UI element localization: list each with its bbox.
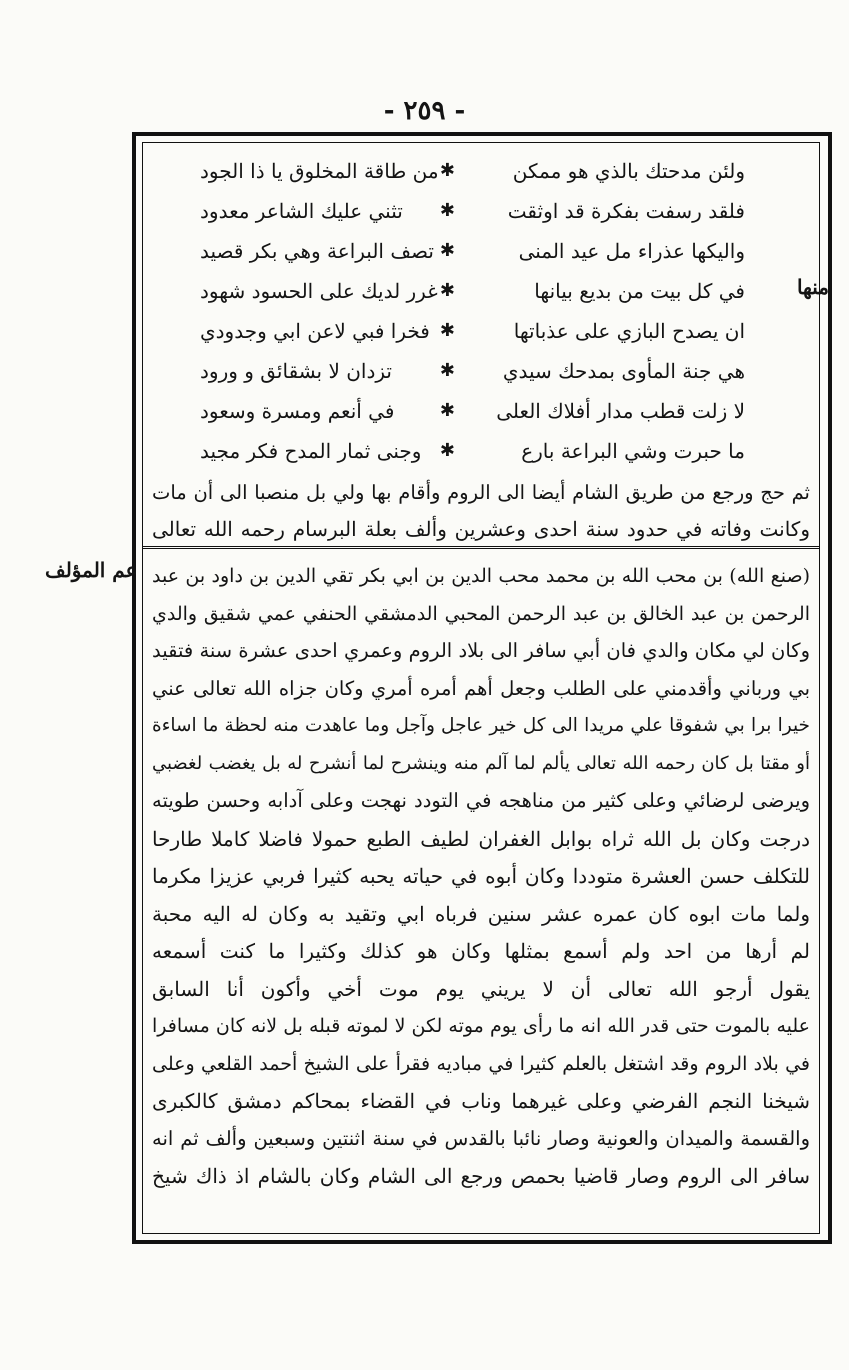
poem-line [200, 432, 745, 470]
poem-hemistich-first: هي جنة المأوى بمدحك سيدي [502, 359, 745, 383]
verse-separator-icon: ✱ [439, 240, 455, 261]
poem-hemistich-second: تصف البراعة وهي بكر قصيد [200, 239, 434, 263]
entry-line: لم أرها من احد ولم أسمع بمثلها وكان هو كذلك وكثيرا ما كنت أسمعه [152, 939, 810, 963]
poem-hemistich-first: في كل بيت من بديع بيانها [534, 279, 745, 303]
entry-line: شيخنا النجم الفرضي وعلى غيرهما وناب في القضاء بمحاكم دمشق كالكبرى [152, 1089, 810, 1113]
poem-hemistich-first: ان يصدح البازي على عذباتها [513, 319, 745, 343]
closing-line: ثم حج ورجع من طريق الشام أيضا الى الروم وأقام بها ولي بل منصبا الى أن مات [152, 481, 810, 504]
poem-hemistich-first: ما حبرت وشي البراعة بارع [521, 439, 745, 463]
poem-hemistich-second: تزدان لا بشقائق و ورود [200, 359, 392, 383]
margin-note-minha: منها [796, 275, 829, 299]
entry-line: يقول أرجو الله تعالى أن لا يريني يوم موت أخي وأكون أنا السابق [152, 976, 810, 1001]
section-divider [142, 546, 820, 549]
poem-hemistich-second: وجنى ثمار المدح فكر مجيد [200, 439, 422, 463]
poem-line [200, 392, 745, 430]
entry-line: أو مقتا بل كان رحمه الله تعالى يألم لما آلم منه وينشرح لما أنشرح له بل يغضب لغضبي [152, 752, 810, 774]
verse-separator-icon: ✱ [439, 320, 455, 341]
margin-note-author-uncle: عم المؤلف [45, 558, 138, 582]
entry-line: وكان لي مكان والدي فان أبي سافر الى بلاد الروم وعمري احدى عشرة سنة فتقيد [152, 639, 810, 662]
verse-separator-icon: ✱ [439, 360, 455, 381]
poem-hemistich-first: ولئن مدحتك بالذي هو ممكن [512, 159, 745, 183]
poem-hemistich-first: واليكها عذراء مل عيد المنى [518, 239, 745, 263]
verse-separator-icon: ✱ [439, 280, 455, 301]
entry-line: الرحمن بن عبد الخالق بن عبد الرحمن المحبي الدمشقي الحنفي عمي شقيق والدي [152, 602, 810, 625]
poem-line [200, 312, 745, 350]
poem-line [200, 152, 745, 190]
entry-line: سافر الى الروم وصار قاضيا بحمص ورجع الى الشام وكان بالشام اذ ذاك شيخ [152, 1164, 810, 1188]
poem-line [200, 352, 745, 390]
poem-line [200, 272, 745, 310]
entry-line: في بلاد الروم وقد اشتغل بالعلم كثيرا في مباديه فقرأ على الشيخ أحمد القلعي وعلى [152, 1052, 810, 1075]
poem-hemistich-second: غرر لديك على الحسود شهود [200, 279, 438, 303]
entry-line: عليه بالموت حتى قدر الله انه ما رأى يوم موته لكن لا لموته قبله بل لانه كان مسافرا [152, 1015, 810, 1037]
closing-line: وكانت وفاته في حدود سنة احدى وعشرين وألف بعلة البرسام رحمه الله تعالى [152, 517, 810, 541]
poem-hemistich-second: من طاقة المخلوق يا ذا الجود [200, 159, 439, 183]
poem-hemistich-second: تثني عليك الشاعر معدود [200, 199, 403, 223]
entry-line: بي ورباني وأقدمني على الطلب وجعل أهم أمره أمري وكان جزاه الله تعالى عني [152, 676, 810, 700]
entry-heading-line: (صنع الله) بن محب الله بن محمد محب الدين بن ابي بكر تقي الدين بن داود بن عبد [152, 565, 810, 587]
entry-line: خيرا برا بي شفوقا علي مريدا الى كل خير عاجل وآجل وما عاهدت منه لحظة ما اساءة [152, 715, 810, 736]
poem-hemistich-first: فلقد رسفت بفكرة قد اوثقت [507, 199, 745, 223]
entry-line: ولما مات ابوه كان عمره عشر سنين فرباه ابي وتقيد به وكان له اليه محبة [152, 901, 810, 926]
entry-line: للتكلف حسن العشرة متوددا وكان أبوه في حياته يحبه كثيرا فربي عزيزا مكرما [152, 864, 810, 888]
verse-separator-icon: ✱ [439, 160, 455, 181]
page-number: - ٢٥٩ - [383, 96, 466, 126]
poem-hemistich-first: لا زلت قطب مدار أفلاك العلى [496, 399, 745, 423]
entry-line: والقسمة والميدان والعونية وصار نائبا بالقدس في سنة اثنتين وسبعين وألف ثم انه [152, 1126, 810, 1150]
poem-line [200, 232, 745, 270]
entry-line: ويرضى لرضائي وعلى كثير من مناهجه في التودد نهجت وعلى آدابه وحسن طويته [152, 789, 810, 812]
poem-line [200, 192, 745, 230]
verse-separator-icon: ✱ [439, 400, 455, 421]
verse-separator-icon: ✱ [439, 440, 455, 461]
entry-line: درجت وكان بل الله ثراه بوابل الغفران لطيف الطبع حمولا فاضلا كاملا طارحا [152, 826, 810, 851]
verse-separator-icon: ✱ [439, 200, 455, 221]
poem-hemistich-second: فخرا فبي لاعن ابي وجدودي [200, 319, 430, 343]
poem-hemistich-second: في أنعم ومسرة وسعود [200, 399, 395, 423]
